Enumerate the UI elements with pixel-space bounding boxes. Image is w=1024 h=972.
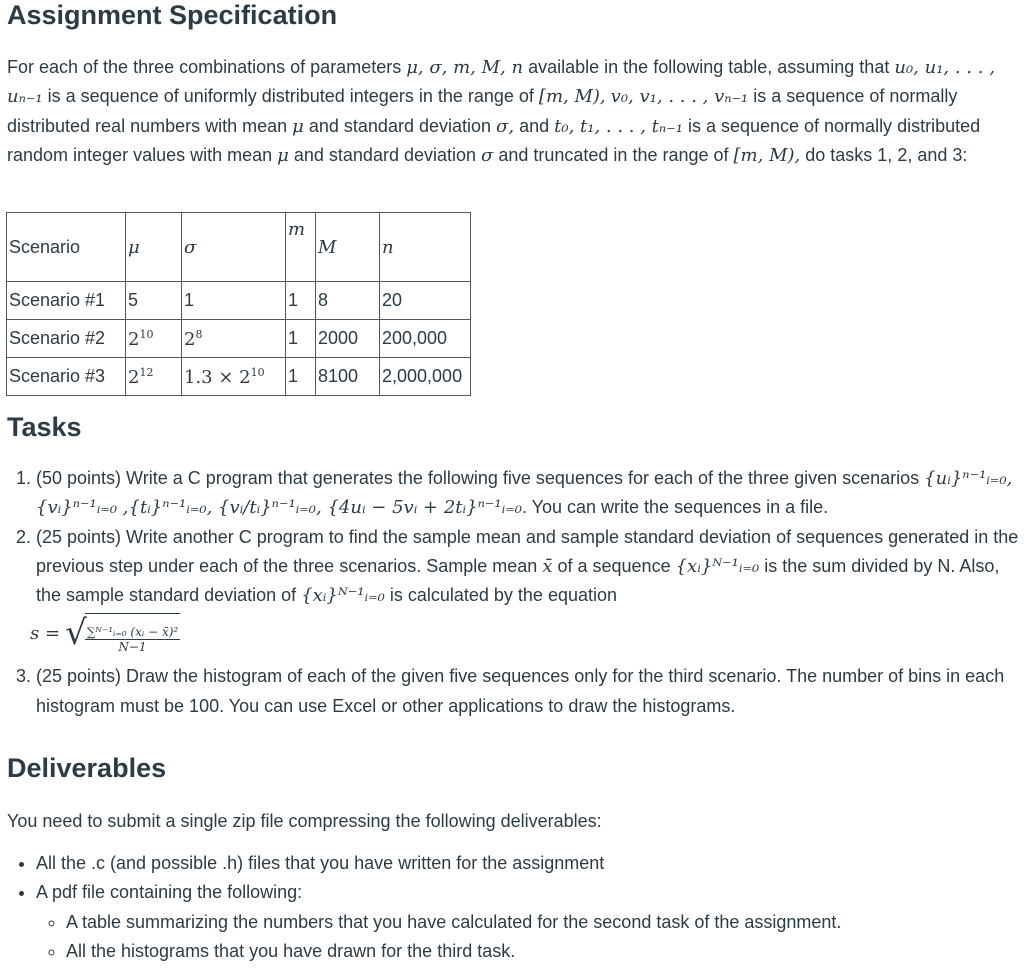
- list-item: • All the .c (and possible .h) files that you have written for the assignment: [36, 849, 841, 878]
- intro-paragraph: For each of the three combinations of parameters μ, σ, m, M, n available in the following table, assuming that u₀, u₁, . . . , uₙ₋₁ is a sequence of uniformly distributed integers in the range of [m, M), v₀, v₁, . . . , vₙ₋₁ is a sequence of normally distributed real numbers with mean μ and standard deviation σ, and t₀, t₁, . . . , tₙ₋₁ is a sequence of normally distributed random integer values with mean μ and standard deviation σ and truncated in the range of [m, M), do tasks 1, 2, and 3:: [7, 57, 995, 166]
- table-row: Scenario #2 $2^{10}$ $2^8$ 1 2000 200,000: [7, 320, 471, 358]
- header-M: M: [316, 213, 380, 282]
- scenario-table: [6, 212, 471, 396]
- header-mu: μ: [126, 213, 182, 282]
- list-item: ◦ A table summarizing the numbers that you have calculated for the second task of the assignment.: [66, 908, 841, 937]
- task-3: 3. (25 points) Draw the histogram of each of the given five sequences only for the third scenario. The number of bins in each histogram must be 100. You can use Excel or other applications to draw the histograms.: [36, 662, 1024, 721]
- table-header-row: [7, 213, 471, 282]
- deliverables-list: [0, 849, 841, 966]
- table-row: Scenario #1 5 1 1 8 20: [7, 282, 471, 320]
- list-item: ◦ All the histograms that you have drawn for the third task.: [66, 937, 841, 966]
- table-row: Scenario #3 $2^{12}$ $1.3 \times 2^{10}$ 1 8100 2,000,000: [7, 358, 471, 396]
- header-sigma: σ: [182, 213, 286, 282]
- header-scenario: Scenario: [7, 213, 126, 282]
- header-m: m: [286, 213, 316, 282]
- page-title: Assignment Specification: [7, 0, 338, 30]
- tasks-list: [0, 464, 1024, 721]
- list-item: • A pdf file containing the following: ◦ A table summarizing the numbers that you have calculated for the second task of the assignment. ◦ All the histograms that you have drawn for the third task.: [36, 878, 841, 966]
- task-1: 1. (50 points) Write a C program that generates the following five sequences for each of the three given scenarios {uᵢ}ⁿ⁻¹ᵢ₌₀, {vᵢ}ⁿ⁻¹ᵢ₌₀ ,{tᵢ}ⁿ⁻¹ᵢ₌₀, {vᵢ/tᵢ}ⁿ⁻¹ᵢ₌₀, {4uᵢ − 5vᵢ + 2tᵢ}ⁿ⁻¹ᵢ₌₀. You can write the sequences in a file.: [36, 464, 1024, 523]
- sqrt-symbol: √ $\frac{\text{∑ᴺ⁻¹ᵢ₌₀ (xᵢ − x̄)²}}{N-1}$: [65, 612, 179, 654]
- std-dev-formula: s = √ $\frac{\text{∑ᴺ⁻¹ᵢ₌₀ (xᵢ − x̄)²}}{N-1}$: [30, 612, 179, 654]
- deliverables-sublist: [36, 908, 841, 967]
- deliverables-intro: You need to submit a single zip file compressing the following deliverables:: [7, 811, 602, 831]
- header-n: n: [380, 213, 471, 282]
- deliverables-heading: Deliverables: [7, 753, 167, 783]
- tasks-heading: Tasks: [7, 412, 82, 442]
- task-2: 2. (25 points) Write another C program to find the sample mean and sample standard deviation of sequences generated in the previous step under each of the three scenarios. Sample mean x̄ of a sequence {xᵢ}ᴺ⁻¹ᵢ₌₀ is the sum divided by N. Also, the sample standard deviation of {xᵢ}ᴺ⁻¹ᵢ₌₀ is calculated by the equation s = √ $\frac{\text{∑ᴺ⁻¹ᵢ₌₀ (xᵢ − x̄)²}}{N-1}$: [36, 523, 1024, 657]
